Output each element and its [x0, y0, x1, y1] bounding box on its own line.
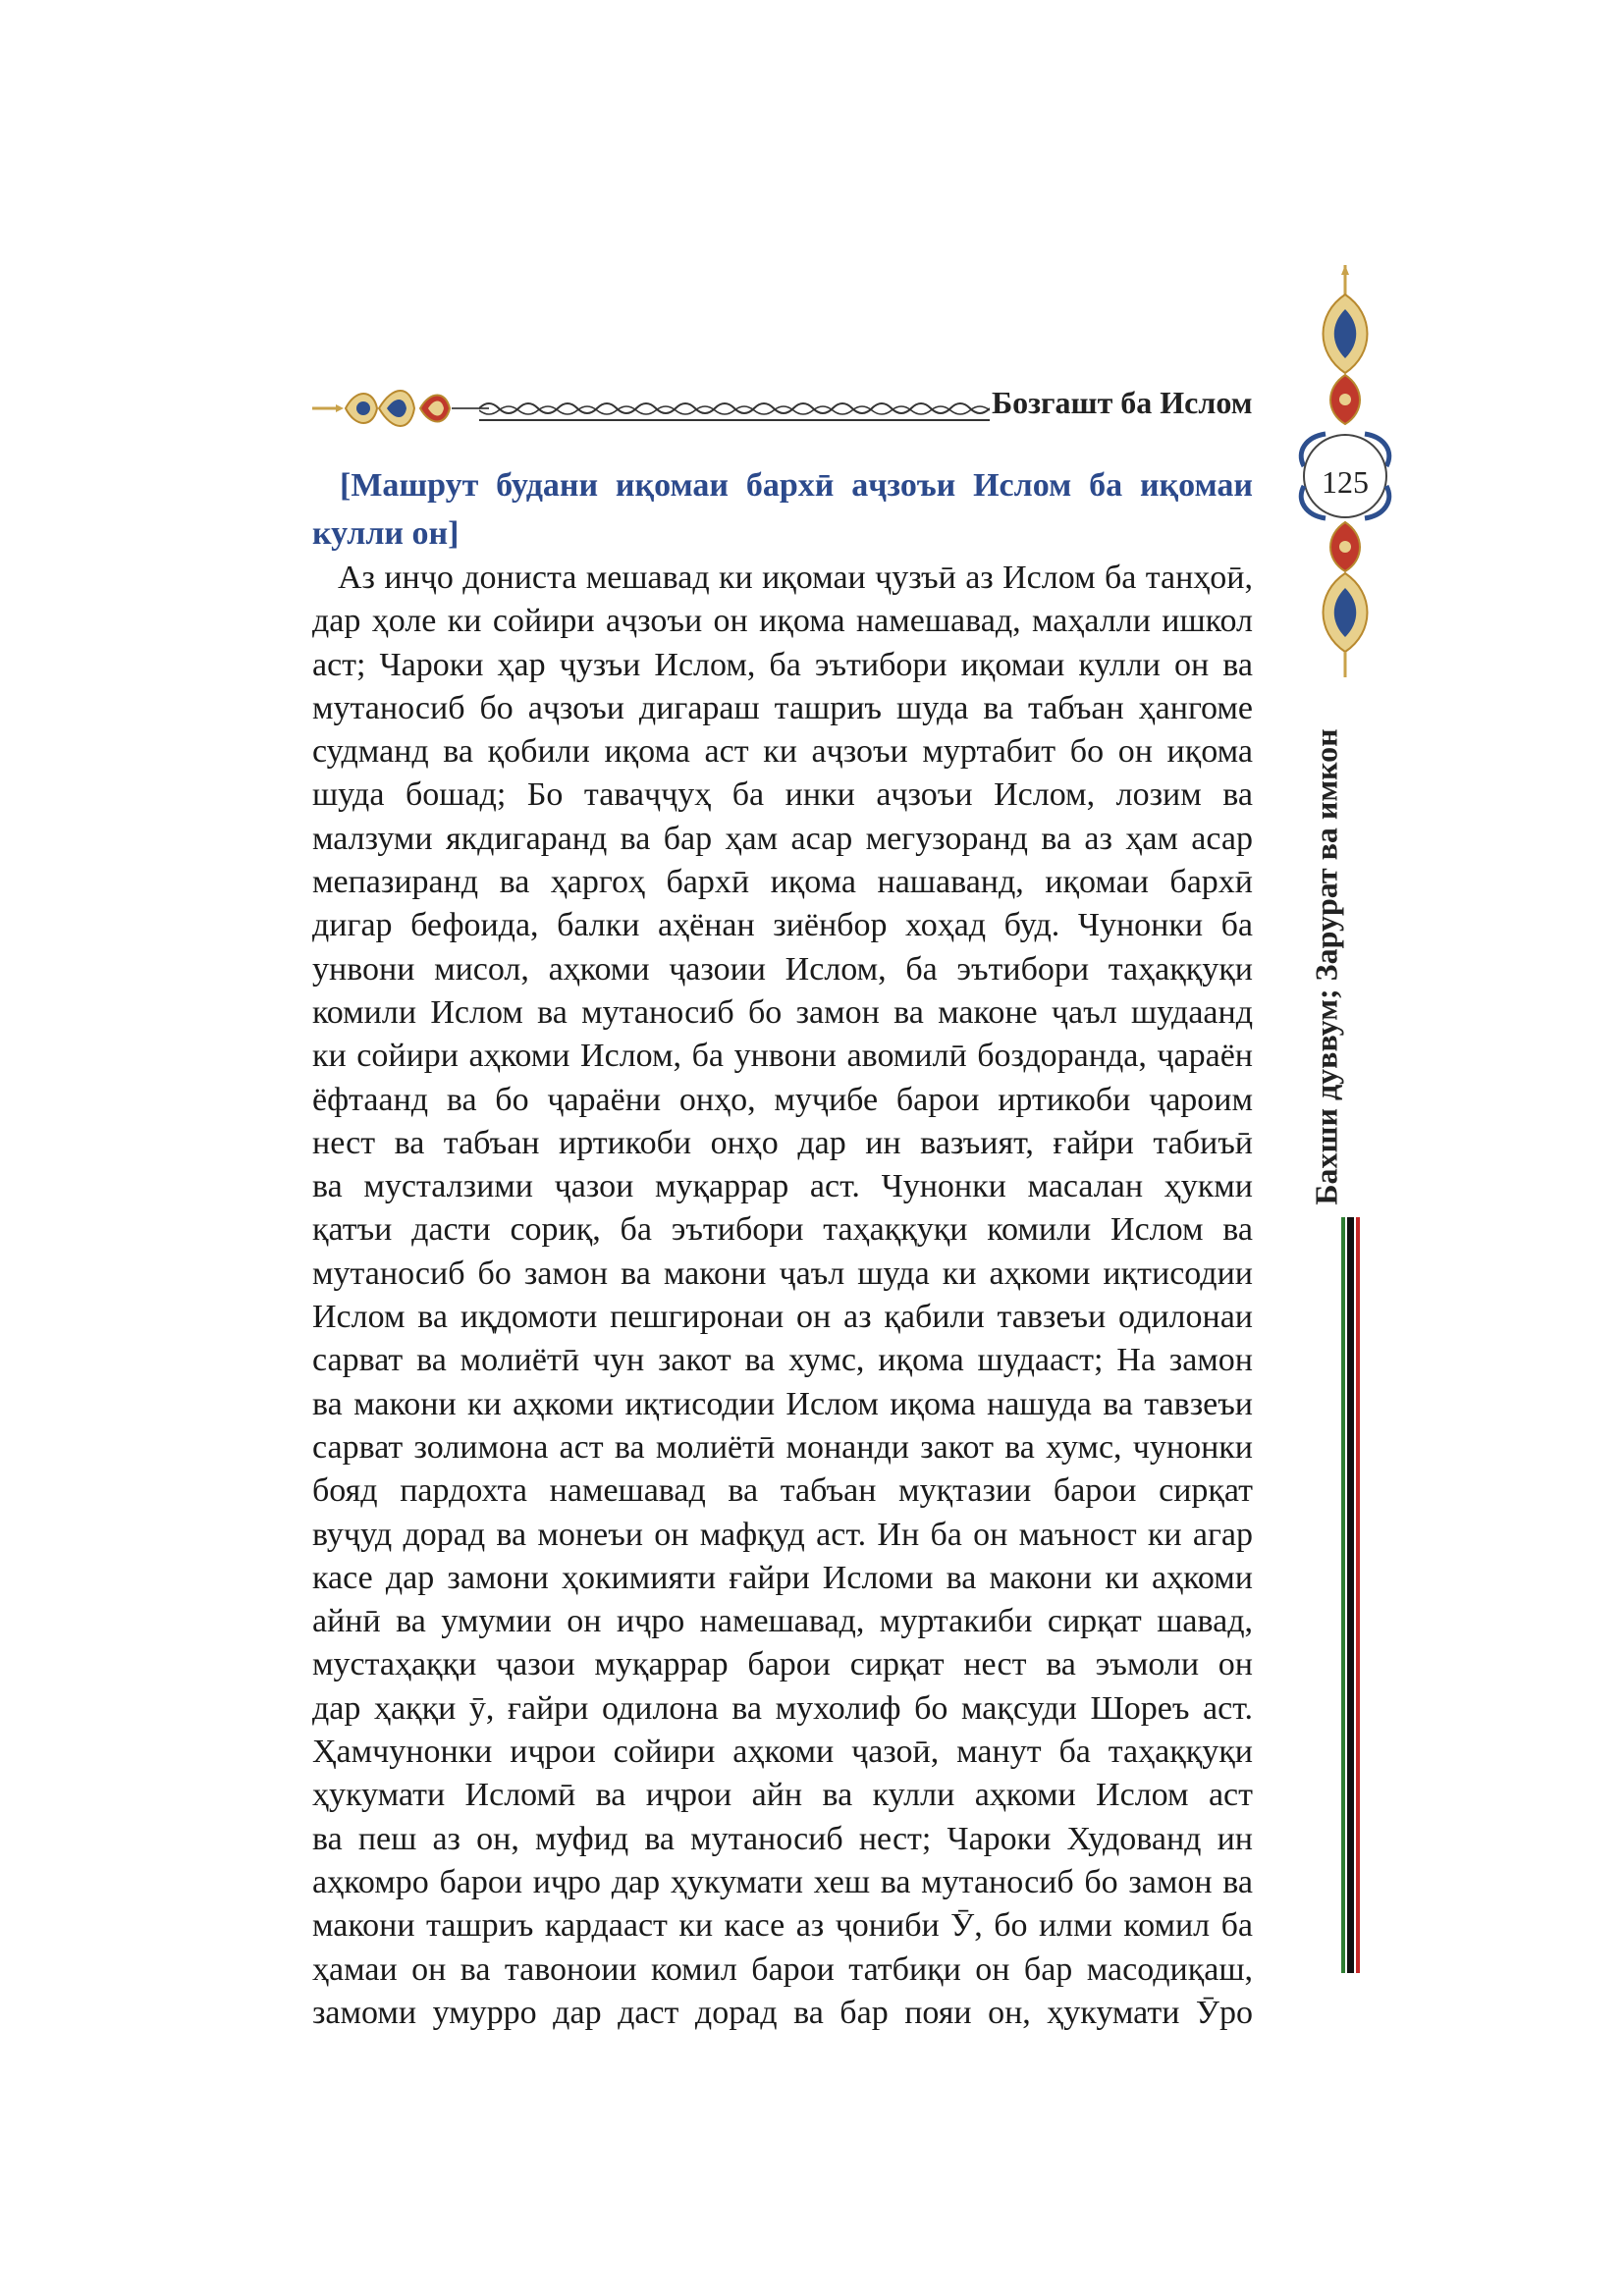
body-line: комили Ислом ва мутаносиб бо замон ва маконе ҷаъл шудаанд — [312, 993, 1253, 1031]
body-line: ва макони ки аҳкоми иқтисодии Ислом иқома нашуда ва тавзеъи — [312, 1385, 1253, 1422]
body-line: мутаносиб бо замон ва макони ҷаъл шуда ки аҳкоми иқтисодии — [312, 1255, 1253, 1292]
body-line: дар ҳаққи ӯ, ғайри одилона ва мухолиф бо мақсуди Шореъ аст. — [312, 1689, 1253, 1727]
body-line: дар ҳоле ки сойири аҷзоъи он иқома намешавад, маҳалли ишкол — [312, 603, 1253, 640]
body-line: дигар бефоида, балки аҳёнан зиёнбор хоҳад буд. Чунонки ба — [312, 907, 1253, 944]
body-line: ва мусталзими ҷазои муқаррар аст. Чунонки масалан ҳукми — [312, 1168, 1253, 1205]
section-heading: [Машрут будани иқомаи бархӣ аҷзоъи Ислом ба иқомаи кулли он] — [312, 467, 1253, 552]
body-line: нест ва табъан иртикоби онҳо дар ин вазъият, ғайри табиъӣ — [312, 1124, 1253, 1161]
body-line: малзуми якдигаранд ва бар ҳам асар мегузоранд ва аз ҳам асар — [312, 820, 1253, 857]
side-bar-green — [1341, 1217, 1345, 1973]
body-line: Аз инҷо дониста мешавад ки иқомаи ҷузъӣ аз Ислом ба танҳоӣ, — [338, 560, 1253, 596]
body-line: аҳкомро барои иҷро дар ҳукумати хеш ва мутаносиб бо замон ва — [312, 1863, 1253, 1900]
header-wave-divider — [479, 395, 990, 422]
header-ornament-icon — [312, 379, 489, 438]
body-line: ёфтаанд ва бо ҷараёни онҳо, муҷибе барои иртикоби ҷароим — [312, 1081, 1253, 1118]
body-line: бояд пардохта намешавад ва табъан муқтазии барои сирқат — [312, 1472, 1253, 1510]
body-line: мустаҳаққи ҷазои муқаррар барои сирқат нест ва эъмоли он — [312, 1646, 1253, 1683]
body-line: ва пеш аз он, муфид ва мутаносиб нест; Чароки Худованд ин — [312, 1820, 1253, 1857]
body-line: касе дар замони ҳокимияти ғайри Исломи ва макони ки аҳкоми — [312, 1559, 1253, 1596]
body-line: Ислом ва иқдомоти пешгиронаи он аз қабили тавзеъи одилонаи — [312, 1299, 1253, 1336]
body-text — [312, 557, 1253, 2035]
body-line: ки сойири аҳкоми Ислом, ба унвони авомилӣ боздоранда, ҷараён — [312, 1038, 1253, 1075]
body-line: замоми умурро дар даст дорад ва бар пояи он, ҳукумати Ӯро — [312, 1994, 1253, 2031]
side-bar-black — [1347, 1217, 1354, 1973]
body-line: макони ташриъ кардааст ки касе аз ҷониби Ӯ, бо илми комил ба — [312, 1907, 1253, 1945]
body-line: вуҷуд дорад ва монеъи он мафқуд аст. Ин ба он маъност ки агар — [312, 1516, 1253, 1553]
body-line: ҳамаи он ва тавоноии комил барои татбиқи он бар масодиқаш, — [312, 1950, 1253, 1988]
side-bar-red — [1356, 1217, 1360, 1973]
body-line: ҳукумати Исломӣ ва иҷрои айн ва кулли аҳкоми Ислом аст — [312, 1777, 1253, 1814]
body-line: айнӣ ва умумии он иҷро намешавад, муртакиби сирқат шавад, — [312, 1603, 1253, 1640]
side-color-bars — [1341, 1217, 1361, 1973]
running-head-title: Бозгашт ба Ислом — [992, 385, 1253, 420]
body-line: сарват ва молиётӣ чун закот ва хумс, иқома шудааст; На замон — [312, 1342, 1253, 1379]
side-title-wrapper — [1303, 721, 1350, 1212]
body-line: шуда бошад; Бо таваҷҷуҳ ба инки аҷзоъи Ислом, лозим ва — [312, 776, 1253, 814]
body-line: мепазиранд ва ҳаргоҳ бархӣ иқома нашаванд, иқомаи бархӣ — [312, 864, 1253, 901]
body-line: унвони мисол, аҳкоми ҷазоии Ислом, ба эътибори таҳаққуқи — [312, 950, 1253, 988]
body-line: сарват золимона аст ва молиётӣ монанди закот ва хумс, чунонки — [312, 1428, 1253, 1466]
page-number: 125 — [1322, 464, 1369, 500]
body-line: судманд ва қобили иқома аст ки аҷзоъи муртабит бо он иқома — [312, 733, 1253, 771]
body-line: қатъи дасти сориқ, ба эътибори таҳаққуқи комили Ислом ва — [312, 1211, 1253, 1249]
body-line: аст; Чароки ҳар ҷузъи Ислом, ба эътибори иқомаи кулли он ва — [312, 646, 1253, 683]
body-line: мутаносиб бо аҷзоъи дигараш ташриъ шуда ва табъан ҳангоме — [312, 689, 1253, 726]
side-chapter-title: Бахши дуввум; Зарурат ва имкон — [1308, 728, 1344, 1205]
body-line: Ҳамчунонки иҷрои сойири аҳкоми ҷазоӣ, манут ба таҳаққуқи — [312, 1734, 1253, 1771]
